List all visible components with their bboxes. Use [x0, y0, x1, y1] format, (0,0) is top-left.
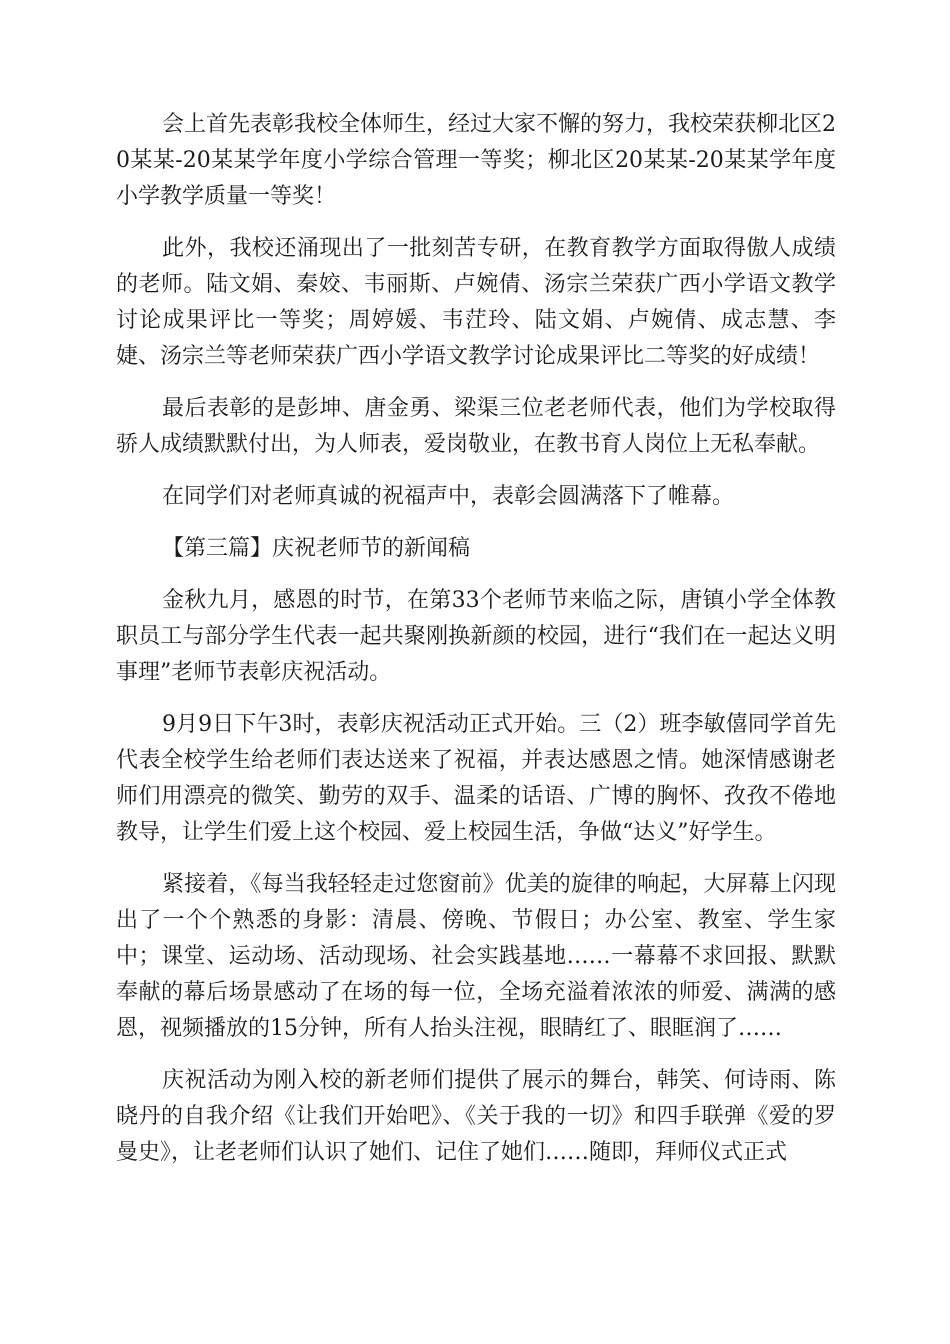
paragraph-video: 紧接着，《每当我轻轻走过您窗前》优美的旋律的响起，大屏幕上闪现出了一个个熟悉的身影：清晨、傍晚、节假日；办公室、教室、学生家中；课堂、运动场、活动现场、社会实践基地……一幕幕不求回报、默默奉献的幕后场景感动了在场的每一位，全场充溢着浓浓的师爱、满满的感恩，视频播放的15分钟，所有人抬头注视，眼睛红了、眼眶润了……: [116, 872, 836, 1041]
document-page: [116, 107, 836, 1187]
paragraph-ceremony-start: 9月9日下午3时，表彰庆祝活动正式开始。三（2）班李敏僖同学首先代表全校学生给老师们表达送来了祝福，并表达感恩之情。她深情感谢老师们用漂亮的微笑、勤劳的双手、温柔的话语、广博的胸怀、孜孜不倦地教导，让学生们爱上这个校园、爱上校园生活，争做“达义”好学生。: [116, 712, 836, 845]
paragraph-award-summary: 会上首先表彰我校全体师生，经过大家不懈的努力，我校荣获柳北区20某某-20某某学年度小学综合管理一等奖；柳北区20某某-20某某学年度小学教学质量一等奖！: [116, 112, 836, 209]
section-heading: 【第三篇】庆祝老师节的新闻稿: [162, 536, 471, 561]
paragraph-teacher-awards: 此外，我校还涌现出了一批刻苦专研，在教育教学方面取得傲人成绩的老师。陆文娟、秦姣、韦丽斯、卢婉倩、汤宗兰荣获广西小学语文教学讨论成果评比一等奖；周婷媛、韦茳玲、陆文娟、卢婉倩、成志慧、李婕、汤宗兰等老师荣获广西小学语文教学讨论成果评比二等奖的好成绩！: [116, 236, 836, 369]
paragraph-intro: 金秋九月，感恩的时节，在第33个老师节来临之际，唐镇小学全体教职员工与部分学生代表一起共聚刚换新颜的校园，进行“我们在一起达义明事理”老师节表彰庆祝活动。: [116, 588, 836, 685]
paragraph-new-teachers: 庆祝活动为刚入校的新老师们提供了展示的舞台，韩笑、何诗雨、陈晓丹的自我介绍《让我们开始吧》、《关于我的一切》和四手联弹《爱的罗曼史》，让老老师们认识了她们、记住了她们……随即，拜师仪式正式: [116, 1068, 836, 1165]
paragraph-closing: 在同学们对老师真诚的祝福声中，表彰会圆满落下了帷幕。: [162, 484, 735, 509]
paragraph-senior-teachers: 最后表彰的是彭坤、唐金勇、梁渠三位老老师代表，他们为学校取得骄人成绩默默付出，为人师表，爱岗敬业，在教书育人岗位上无私奉献。: [116, 396, 836, 457]
